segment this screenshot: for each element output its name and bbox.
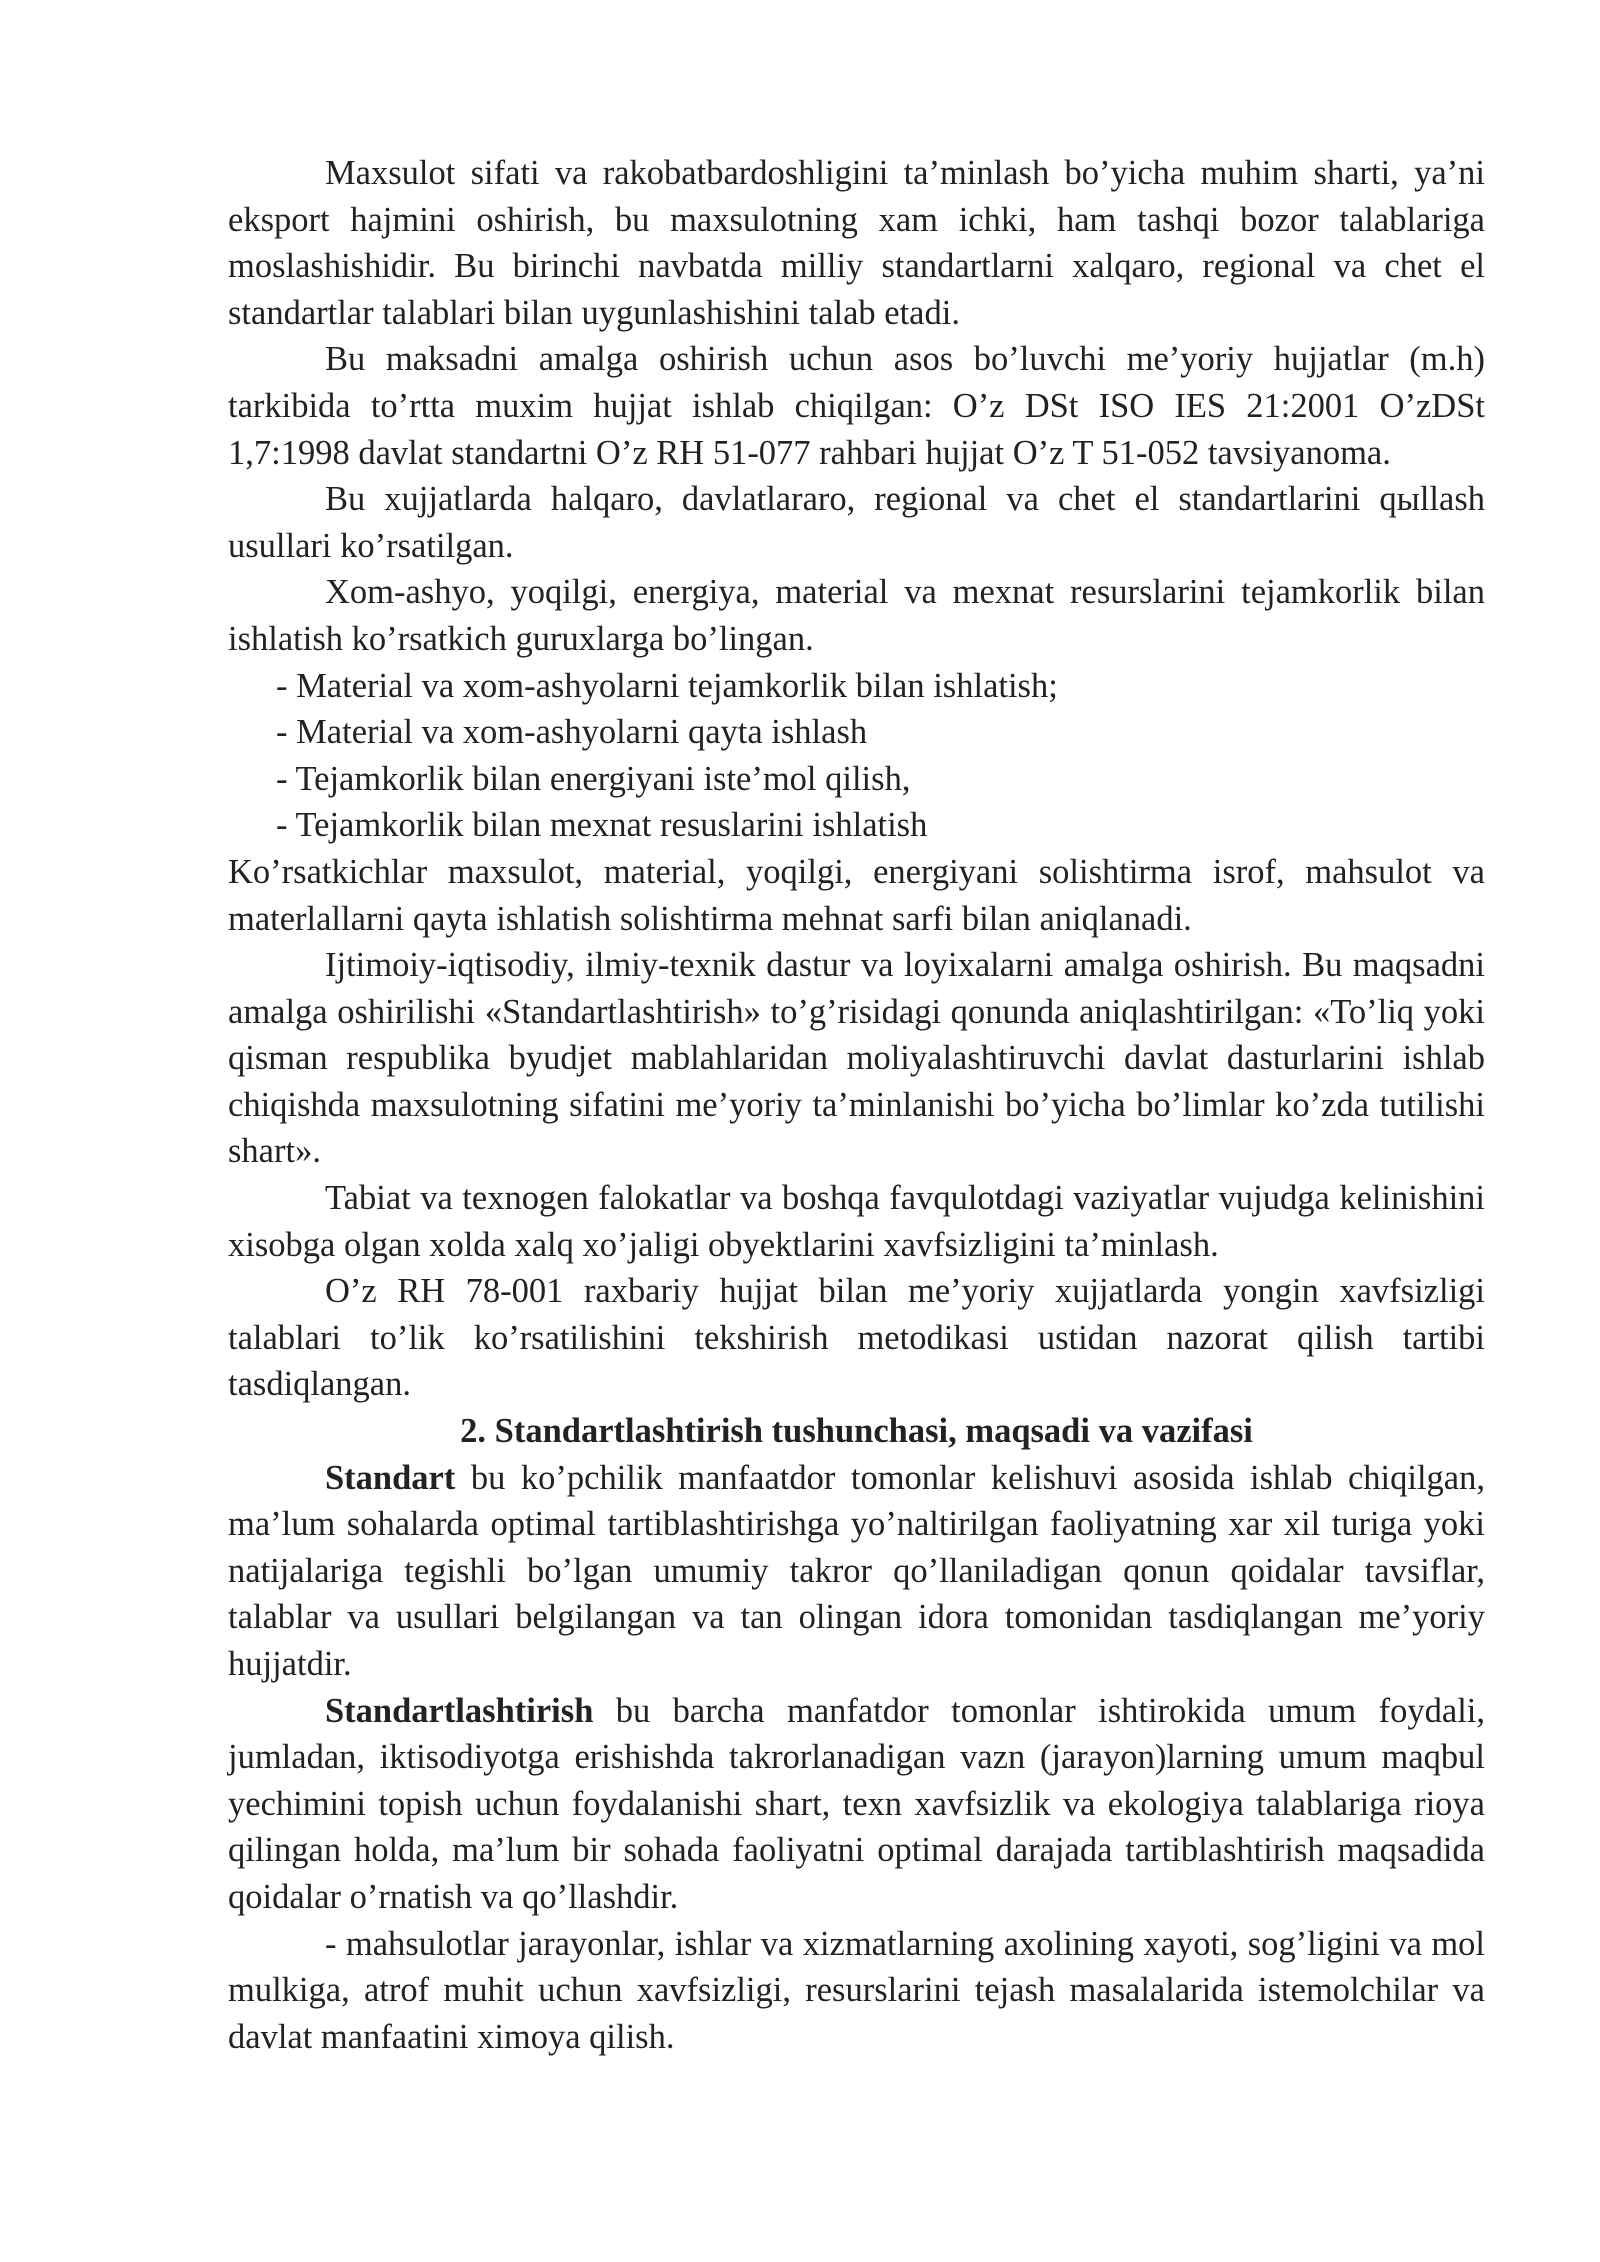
- term-standartlashtirish: Standartlashtirish: [325, 1691, 594, 1730]
- list-item: - Material va xom-ashyolarni qayta ishlash: [276, 713, 868, 752]
- list-item: - Tejamkorlik bilan mexnat resuslarini ishlatish: [276, 806, 928, 845]
- definition-standartlashtirish: [228, 1688, 1485, 1921]
- list-item: - Tejamkorlik bilan energiyani iste’mol qilish,: [276, 759, 911, 798]
- paragraph: Xom-ashyo, yoqilgi, energiya, material va mexnat resurslarini tejamkorlik bilan ishlatish ko’rsatkich guruxlarga bo’lingan.: [228, 573, 1485, 658]
- section-heading: 2. Standartlashtirish tushunchasi, maqsadi va vazifasi: [460, 1412, 1253, 1451]
- paragraph: Ko’rsatkichlar maxsulot, material, yoqilgi, energiyani solishtirma isrof, mahsulot va materlallarni qayta ishlatish solishtirma mehnat sarfi bilan aniqlanadi.: [228, 852, 1485, 938]
- paragraph: Tabiat va texnogen falokatlar va boshqa favqulotdagi vaziyatlar vujudga kelinishini xisobga olgan xolda xalq xo’jaligi obyektlarini xavfsizligini ta’minlash.: [228, 1179, 1485, 1264]
- definition-text: bu ko’pchilik manfaatdor tomonlar kelishuvi asosida ishlab chiqilgan, ma’lum sohalarda optimal tartiblashtirishga yo’naltirilgan faoliyatning xar xil turiga yoki natijalariga tegishli bo’lgan umumiy takror qo’llaniladigan qonun qoidalar tavsiflar, talablar va usullari belgilangan va tan olingan idora tomonidan tasdiqlangan me’yoriy hujjatdir.: [228, 1458, 1485, 1683]
- paragraph: Maxsulot sifati va rakobatbardoshligini ta’minlash bo’yicha muhim sharti, ya’ni eksport hajmini oshirish, bu maxsulotning xam ichki, ham tashqi bozor talablariga moslashishidir. Bu birinchi navbatda milliy standartlarni xalqaro, regional va chet el standartlar talablari bilan uygunlashishini talab etadi.: [228, 154, 1485, 332]
- definition-standart: [228, 1455, 1485, 1688]
- paragraph: Ijtimoiy-iqtisodiy, ilmiy-texnik dastur va loyixalarni amalga oshirish. Bu maqsadni amalga oshirilishi «Standartlashtirish» to’g’risidagi qonunda aniqlashtirilgan: «To’liq yoki qisman respublika byudjet mablahlaridan moliyalashtiruvchi davlat dasturlarini ishlab chiqishda maxsulotning sifatini me’yoriy ta’minlanishi bo’yicha bo’limlar ko’zda tutilishi shart».: [228, 946, 1485, 1171]
- paragraph: Bu xujjatlarda halqaro, davlatlararo, regional va chet el standartlarini qыllash usullari ko’rsatilgan.: [228, 480, 1485, 565]
- paragraph: - mahsulotlar jarayonlar, ishlar va xizmatlarning axolining xayoti, sog’ligini va mol mulkiga, atrof muhit uchun xavfsizligi, resurslarini tejash masalalarida istemolchilar va davlat manfaatini ximoya qilish.: [228, 1924, 1485, 2056]
- list-item: - Material va xom-ashyolarni tejamkorlik bilan ishlatish;: [276, 666, 1058, 705]
- term-standart: Standart: [325, 1458, 456, 1497]
- paragraph: O’z RH 78-001 raxbariy hujjat bilan me’yoriy xujjatlarda yongin xavfsizligi talablari to’lik ko’rsatilishini tekshirish metodikasi ustidan nazorat qilish tartibi tasdiqlangan.: [228, 1272, 1485, 1404]
- document-page: [228, 150, 1485, 2060]
- definition-text: bu barcha manfatdor tomonlar ishtirokida umum foydali, jumladan, iktisodiyotga erishishda takrorlanadigan vazn (jarayon)larning umum maqbul yechimini topish uchun foydalanishi shart, texn xavfsizlik va ekologiya talablariga rioya qilingan holda, ma’lum bir sohada faoliyatni optimal darajada tartiblashtirish maqsadida qoidalar o’rnatish va qo’llashdir.: [228, 1691, 1485, 1916]
- paragraph: Bu maksadni amalga oshirish uchun asos bo’luvchi me’yoriy hujjatlar (m.h) tarkibida to’rtta muxim hujjat ishlab chiqilgan: O’z DSt ISO IES 21:2001 O’zDSt 1,7:1998 davlat standartni O’z RH 51-077 rahbari hujjat O’z T 51-052 tavsiyanoma.: [228, 340, 1485, 472]
